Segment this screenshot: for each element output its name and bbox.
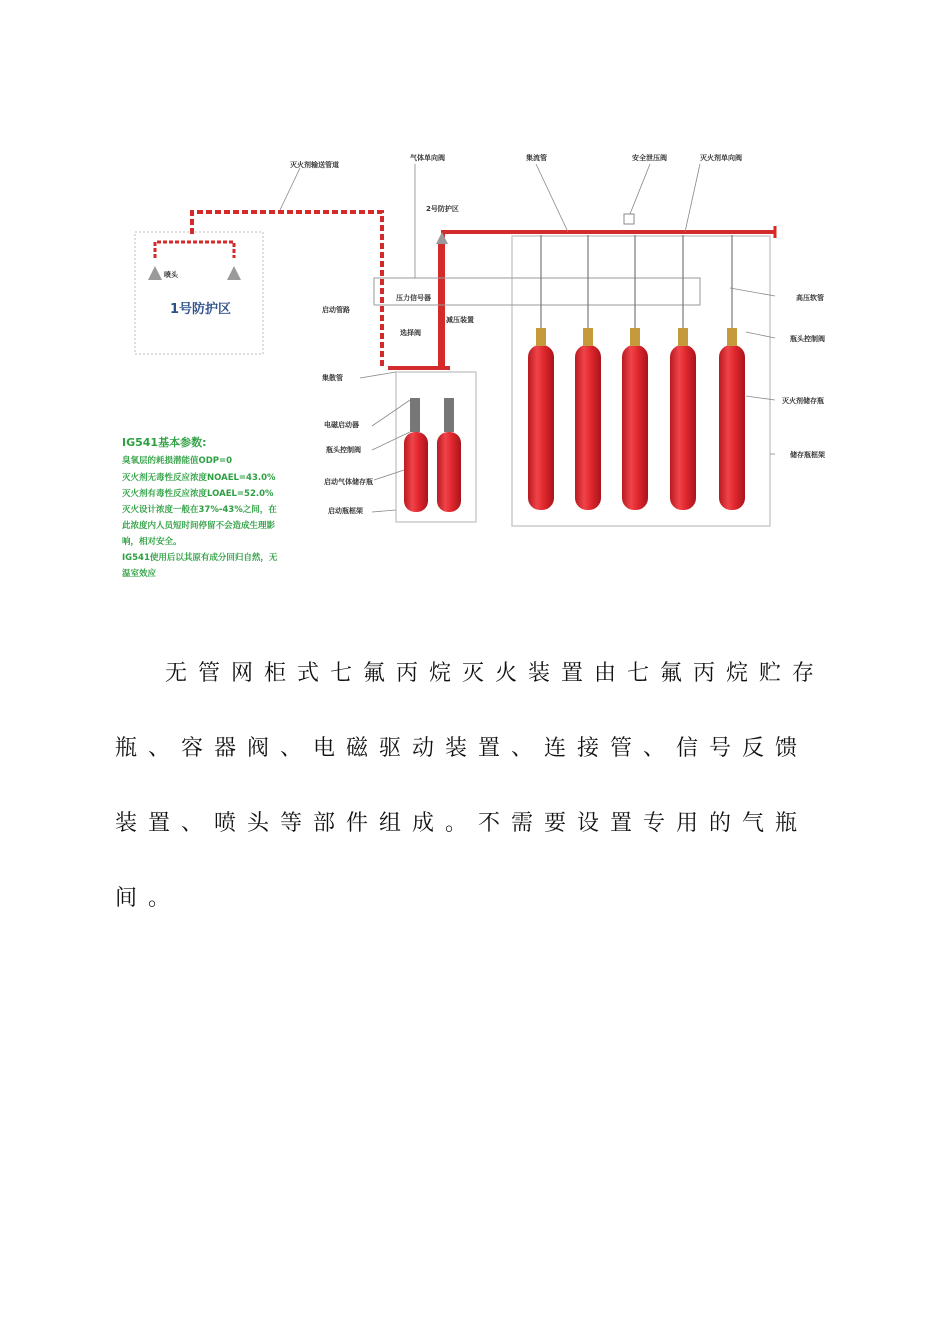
label-solenoid: 电磁启动器 [324, 421, 359, 429]
nozzle-icon [227, 266, 241, 280]
label-collect-pipe: 集散管 [322, 374, 343, 382]
paragraph-text: 无管网柜式七氟丙烷灭火装置由七氟丙烷贮存瓶、容器阀、电磁驱动装置、连接管、信号反馈装置、喷头等部件组成。不需要设置专用的气瓶间。 [115, 661, 826, 911]
label-agent-check-valve: 灭火剂单向阀 [700, 154, 742, 162]
label-zone2: 2号防护区 [426, 205, 459, 213]
safety-valve-icon [624, 214, 634, 224]
ig541-params [122, 435, 278, 579]
label-selector-valve: 选择阀 [400, 329, 421, 337]
params-line: 温室效应 [122, 569, 157, 579]
params-line: IG541使用后以其原有成分回归自然，无 [122, 553, 278, 563]
cylinder [670, 235, 696, 510]
label-safety-valve: 安全泄压阀 [632, 154, 667, 162]
params-line: 灭火设计浓度一般在37%-43%之间，在 [122, 505, 277, 515]
diagram-svg [110, 140, 840, 600]
label-pressure-switch: 压力信号器 [396, 294, 431, 302]
fire-system-diagram [110, 140, 840, 600]
params-line: 响，相对安全。 [122, 537, 182, 547]
label-start-gas-cylinder: 启动气体储存瓶 [324, 478, 373, 486]
params-title: IG541基本参数: [122, 436, 207, 449]
leader-lines [280, 164, 775, 512]
cylinder [528, 235, 554, 510]
label-start-pipe: 启动管路 [322, 306, 350, 314]
agent-pipe-dashed [192, 212, 382, 368]
label-agent-pipe: 灭火剂输送管道 [290, 161, 339, 169]
label-agent-cylinder: 灭火剂储存瓶 [782, 397, 824, 405]
params-line: 此浓度内人员短时间停留不会造成生理影 [122, 521, 276, 531]
params-line: 灭火剂有毒性反应浓度LOAEL=52.0% [122, 489, 274, 499]
params-line: 臭氧层的耗损潜能值ODP=0 [122, 456, 233, 466]
label-zone1: 1号防护区 [170, 302, 232, 317]
body-paragraph [115, 636, 827, 936]
label-manifold: 集流管 [526, 154, 547, 162]
label-storage-rack: 储存瓶框架 [790, 451, 825, 459]
nozzle-icon [148, 266, 162, 280]
label-gas-check-valve: 气体单向阀 [410, 154, 445, 162]
label-start-rack: 启动瓶框架 [328, 507, 363, 515]
label-cyl-valve-right: 瓶头控制阀 [790, 335, 825, 343]
label-cyl-valve-left: 瓶头控制阀 [326, 446, 361, 454]
zone1-branch [155, 242, 234, 258]
params-line: 灭火剂无毒性反应浓度NOAEL=43.0% [122, 473, 276, 483]
label-nozzle: 喷头 [164, 271, 178, 279]
start-cylinders [404, 398, 461, 512]
label-hp-hose: 高压软管 [796, 294, 824, 302]
label-pressure-reducer: 减压装置 [446, 316, 474, 324]
cylinder [719, 235, 745, 510]
cylinder [622, 235, 648, 510]
agent-cylinders [528, 235, 745, 510]
cylinder [575, 235, 601, 510]
